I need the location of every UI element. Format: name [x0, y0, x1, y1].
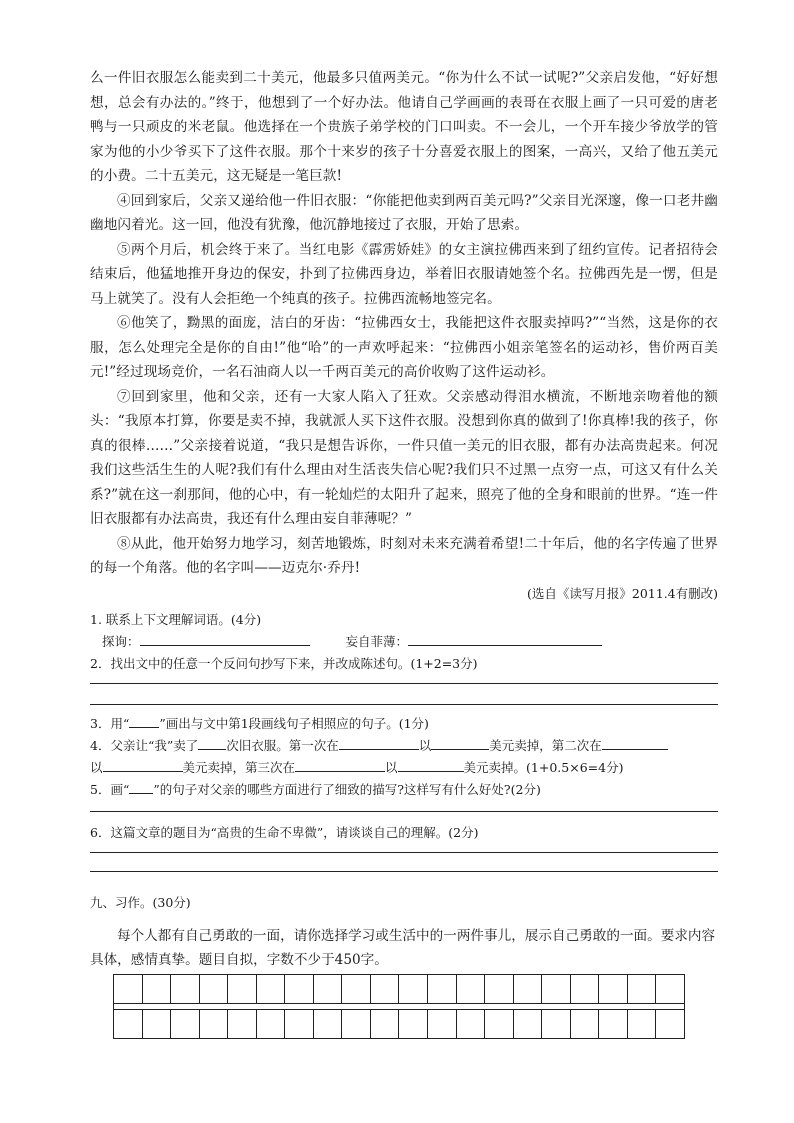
- q4-text-e: 以: [90, 759, 103, 775]
- q4-price-2-blank[interactable]: [103, 757, 183, 772]
- source-citation: (选自《读写月报》2011.4有删改): [527, 585, 718, 601]
- q3-mark-sample: [129, 717, 159, 728]
- question-1-answers: [90, 631, 718, 653]
- story-paragraph-7: ⑦回到家里，他和父亲，还有一大家人陷入了狂欢。父亲感动得泪水横流，不断地亲吻着他的额头：“我原本打算，你要是卖不掉，我就派人买下这件衣服。没想到你真的做到了!你真棒!我的孩子，你真的很棒……”父亲接着说道，“我只是想告诉你，一件只值一美元的旧衣服，都有办法高贵起来。何况我们这些活生生的人呢?我们有什么理由对生活丧失信心呢?我们只不过黑一点穷一点，可这又有什么关系?”就在这一刹那间，他的心中，有一轮灿烂的太阳升了起来，照亮了他的全身和眼前的世界。“连一件旧衣服都有办法高贵，我还有什么理由妄自菲薄呢？”: [90, 388, 718, 527]
- grid-row[interactable]: [114, 1010, 684, 1038]
- q4-text-b: 次旧衣服。第一次在: [226, 737, 339, 753]
- story-paragraph-4: ④回到家后，父亲又递给他一件旧衣服：“你能把他卖到两百美元吗?”父亲目光深邃，像一口老井幽幽地闪着光。这一回，他没有犹豫，他沉静地接过了衣服，开始了思索。: [90, 192, 718, 233]
- story-paragraph-8: ⑧从此，他开始努力地学习，刻苦地锻炼，时刻对未来充满着希望!二十年后，他的名字传遍了世界的每一个角落。他的名字叫——迈克尔·乔丹!: [90, 535, 718, 576]
- q4-place-1-blank[interactable]: [339, 735, 419, 750]
- question-3: [90, 713, 718, 735]
- q3-text-b: ”画出与文中第1段画线句子相照应的句子。(1分): [159, 715, 429, 731]
- question-4-line-1: [90, 735, 718, 757]
- q1-term-a: 探询：: [102, 633, 140, 649]
- q4-text-g: 以: [385, 759, 398, 775]
- q1-term-b: 妄自菲薄：: [345, 633, 409, 649]
- q4-count-blank[interactable]: [198, 735, 226, 750]
- q1-answer-a-blank[interactable]: [140, 631, 310, 646]
- q4-text-h: 美元卖掉。(1+0.5×6=4分): [463, 759, 624, 775]
- question-1: 1. 联系上下文理解词语。(4分): [90, 611, 262, 627]
- q4-text-f: 美元卖掉，第三次在: [182, 759, 296, 775]
- q4-text-a: 4．父亲让“我”卖了: [90, 737, 199, 753]
- q4-price-1-blank[interactable]: [431, 735, 489, 750]
- question-4-line-2: [90, 757, 718, 779]
- q4-text-d: 美元卖掉，第二次在: [489, 737, 602, 753]
- grid-row[interactable]: [114, 975, 684, 1003]
- story-paragraph-1: 么一件旧衣服怎么能卖到二十美元，他最多只值两美元。“你为什么不试一试呢?”父亲启发他，“好好想想，总会有办法的。”终于，他想到了一个好办法。他请自己学画画的表哥在衣服上画了一只可爱的唐老鸭与一只顽皮的米老鼠。他选择在一个贵族子弟学校的门口叫卖。不一会儿，一个开车接少爷放学的管家为他的小少爷买下了这件衣服。那个十来岁的孩子十分喜爱衣服上的图案，一高兴，又给了他五美元的小费。二十五美元，这无疑是一笔巨款!: [90, 70, 718, 184]
- q5-text-b: ”的句子对父亲的哪些方面进行了细致的描写?这样写有什么好处?(2分): [153, 781, 541, 797]
- story-paragraph-5: ⑤两个月后，机会终于来了。当红电影《霹雳娇娃》的女主演拉佛西来到了纽约宣传。记者招待会结束后，他猛地推开身边的保安，扑到了拉佛西身边，举着旧衣服请她签个名。拉佛西先是一愣，但是马上就笑了。没有人会拒绝一个纯真的孩子。拉佛西流畅地签完名。: [90, 241, 718, 307]
- q3-text-a: 3．用“: [90, 715, 130, 731]
- question-6: 6．这篇文章的题目为“高贵的生命不卑微”，请谈谈自己的理解。(2分): [90, 824, 479, 840]
- question-5: [90, 779, 718, 801]
- q5-mark-sample: [129, 783, 153, 794]
- q4-price-3-blank[interactable]: [398, 757, 464, 772]
- q6-answer-line-1[interactable]: [90, 852, 718, 853]
- exam-page: [90, 66, 718, 1039]
- q4-place-3-blank[interactable]: [295, 757, 385, 772]
- essay-prompt: 每个人都有自己勇敢的一面，请你选择学习或生活中的一两件事儿，展示自己勇敢的一面。要求内容具体，感情真挚。题目自拟，字数不少于450字。: [90, 927, 716, 968]
- q2-answer-line-1[interactable]: [90, 683, 718, 684]
- q4-text-c: 以: [418, 737, 432, 753]
- essay-heading: 九、习作。(30分): [90, 894, 191, 910]
- q6-answer-line-2[interactable]: [90, 871, 718, 872]
- composition-grid[interactable]: [113, 974, 685, 1039]
- grid-row-gap: [114, 1003, 684, 1010]
- q4-place-2-blank[interactable]: [602, 735, 668, 750]
- q1-answer-b-blank[interactable]: [408, 631, 602, 646]
- q2-answer-line-2[interactable]: [90, 704, 718, 705]
- q5-text-a: 5．画“: [90, 781, 130, 797]
- question-2: 2．找出文中的任意一个反问句抄写下来，并改成陈述句。(1+2=3分): [90, 655, 478, 671]
- q5-answer-line[interactable]: [90, 811, 718, 812]
- story-paragraph-6: ⑥他笑了，黝黑的面庞，洁白的牙齿：“拉佛西女士，我能把这件衣服卖掉吗?”“当然，这是你的衣服，怎么处理完全是你的自由!”他“哈”的一声欢呼起来：“拉佛西小姐亲笔签名的运动衫，售价两百美元!”经过现场竞价，一名石油商人以一千两百美元的高价收购了这件运动衫。: [90, 315, 718, 380]
